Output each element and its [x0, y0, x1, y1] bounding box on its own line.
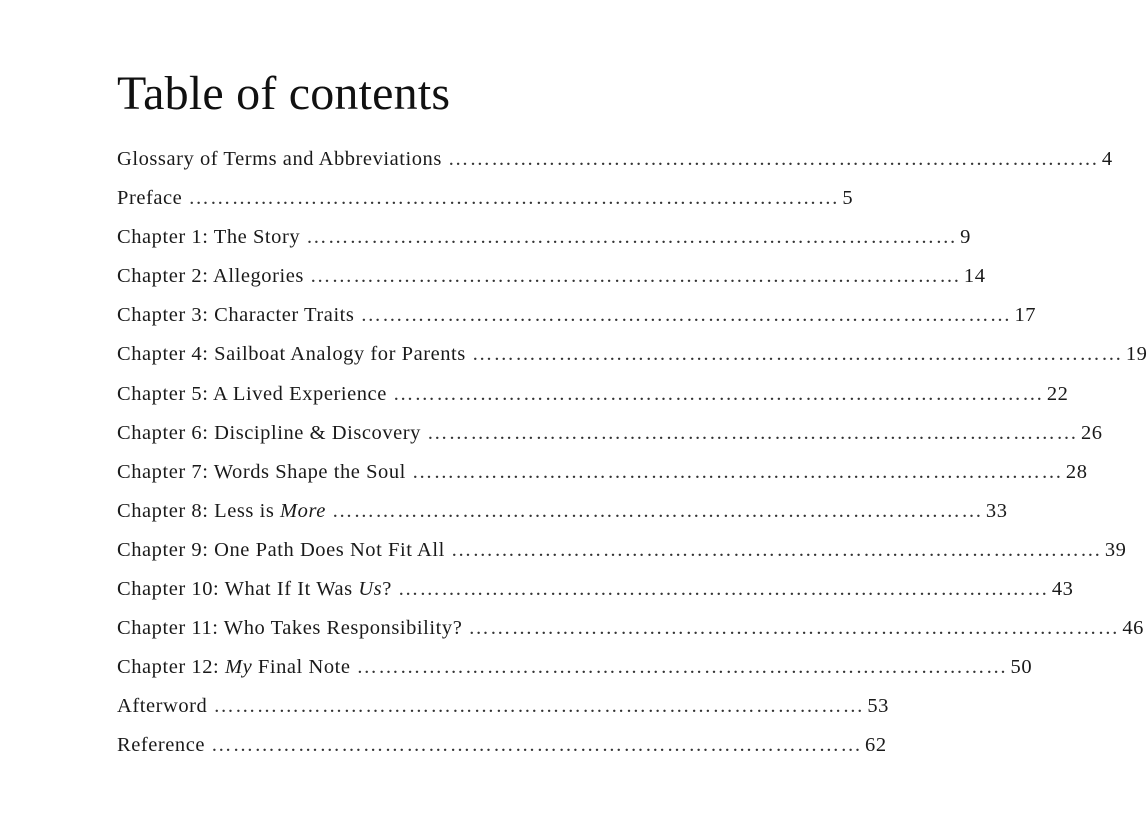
- dot-leader: ………………………………………………………………………………: [392, 382, 1044, 405]
- toc-entry-label: Chapter 2: Allegories: [117, 265, 304, 288]
- toc-entry-page-number: 62: [865, 734, 887, 757]
- toc-entry-chapter-1: [117, 226, 971, 265]
- dot-leader: ………………………………………………………………………………: [471, 343, 1123, 366]
- toc-entry-chapter-2: [117, 265, 986, 304]
- toc-entry-afterword: [117, 695, 889, 734]
- dot-leader: ………………………………………………………………………………: [426, 421, 1078, 444]
- dot-leader: ………………………………………………………………………………: [213, 695, 865, 718]
- toc-entry-reference: [117, 734, 887, 773]
- toc-entry-chapter-7: [117, 460, 1088, 500]
- dot-leader: ………………………………………………………………………………: [360, 304, 1012, 327]
- dot-leader: ………………………………………………………………………………: [331, 499, 983, 522]
- toc-entry-chapter-11: [117, 617, 1144, 656]
- toc-entry-chapter-3: [117, 304, 1037, 343]
- toc-entry-label: Chapter 10: What If It Was Us?: [117, 578, 392, 601]
- toc-entry-label: Chapter 1: The Story: [117, 226, 301, 249]
- toc-entry-page-number: 28: [1065, 460, 1088, 483]
- toc-entry-preface: [117, 187, 854, 226]
- dot-leader: ………………………………………………………………………………: [468, 617, 1120, 640]
- toc-entry-page-number: 5: [842, 187, 854, 210]
- toc-entry-page-number: 33: [985, 499, 1008, 522]
- toc-entry-chapter-4: [117, 343, 1147, 382]
- toc-entry-page-number: 22: [1046, 382, 1069, 405]
- toc-entry-chapter-9: [117, 538, 1127, 578]
- toc-list: [117, 148, 1147, 774]
- toc-entry-label: Chapter 6: Discipline & Discovery: [117, 421, 421, 444]
- toc-entry-chapter-5: [117, 382, 1069, 422]
- toc-entry-label: Chapter 12: My Final Note: [117, 656, 351, 679]
- toc-entry-page-number: 39: [1104, 538, 1127, 561]
- toc-entry-label: Reference: [117, 734, 206, 757]
- page-title: Table of contents: [117, 67, 451, 120]
- dot-leader: ………………………………………………………………………………: [450, 538, 1102, 561]
- toc-entry-page-number: 19: [1125, 343, 1147, 366]
- toc-entry-chapter-12: [117, 656, 1033, 695]
- toc-entry-page-number: 14: [963, 265, 986, 288]
- dot-leader: ………………………………………………………………………………: [356, 656, 1008, 679]
- dot-leader: ………………………………………………………………………………: [188, 187, 840, 210]
- toc-entry-label: Chapter 8: Less is More: [117, 499, 326, 522]
- toc-entry-label: Chapter 5: A Lived Experience: [117, 382, 387, 405]
- dot-leader: ………………………………………………………………………………: [447, 148, 1099, 170]
- toc-entry-page-number: 46: [1122, 617, 1144, 640]
- toc-entry-label: Glossary of Terms and Abbreviations: [117, 148, 442, 170]
- toc-entry-chapter-8: [117, 499, 1008, 539]
- toc-entry-page-number: 53: [867, 695, 889, 718]
- toc-entry-chapter-6: [117, 421, 1103, 461]
- toc-entry-label: Chapter 7: Words Shape the Soul: [117, 460, 406, 483]
- toc-entry-page-number: 17: [1014, 304, 1037, 327]
- dot-leader: ………………………………………………………………………………: [211, 734, 863, 757]
- toc-entry-label: Chapter 4: Sailboat Analogy for Parents: [117, 343, 466, 366]
- toc-entry-chapter-10: [117, 578, 1074, 617]
- toc-entry-label: Chapter 11: Who Takes Responsibility?: [117, 617, 463, 640]
- toc-entry-label: Preface: [117, 187, 183, 210]
- toc-entry-label: Afterword: [117, 695, 208, 718]
- toc-entry-page-number: 9: [960, 226, 971, 249]
- toc-entry-page-number: 43: [1051, 578, 1074, 601]
- toc-entry-page-number: 26: [1080, 421, 1103, 444]
- dot-leader: ………………………………………………………………………………: [397, 578, 1049, 601]
- toc-entry-glossary: [117, 148, 1113, 187]
- dot-leader: ………………………………………………………………………………: [309, 265, 961, 288]
- toc-entry-page-number: 4: [1101, 148, 1113, 170]
- toc-entry-page-number: 50: [1010, 656, 1033, 679]
- toc-entry-label: Chapter 3: Character Traits: [117, 304, 355, 327]
- toc-entry-label: Chapter 9: One Path Does Not Fit All: [117, 538, 445, 561]
- dot-leader: ………………………………………………………………………………: [306, 226, 958, 249]
- dot-leader: ………………………………………………………………………………: [411, 460, 1063, 483]
